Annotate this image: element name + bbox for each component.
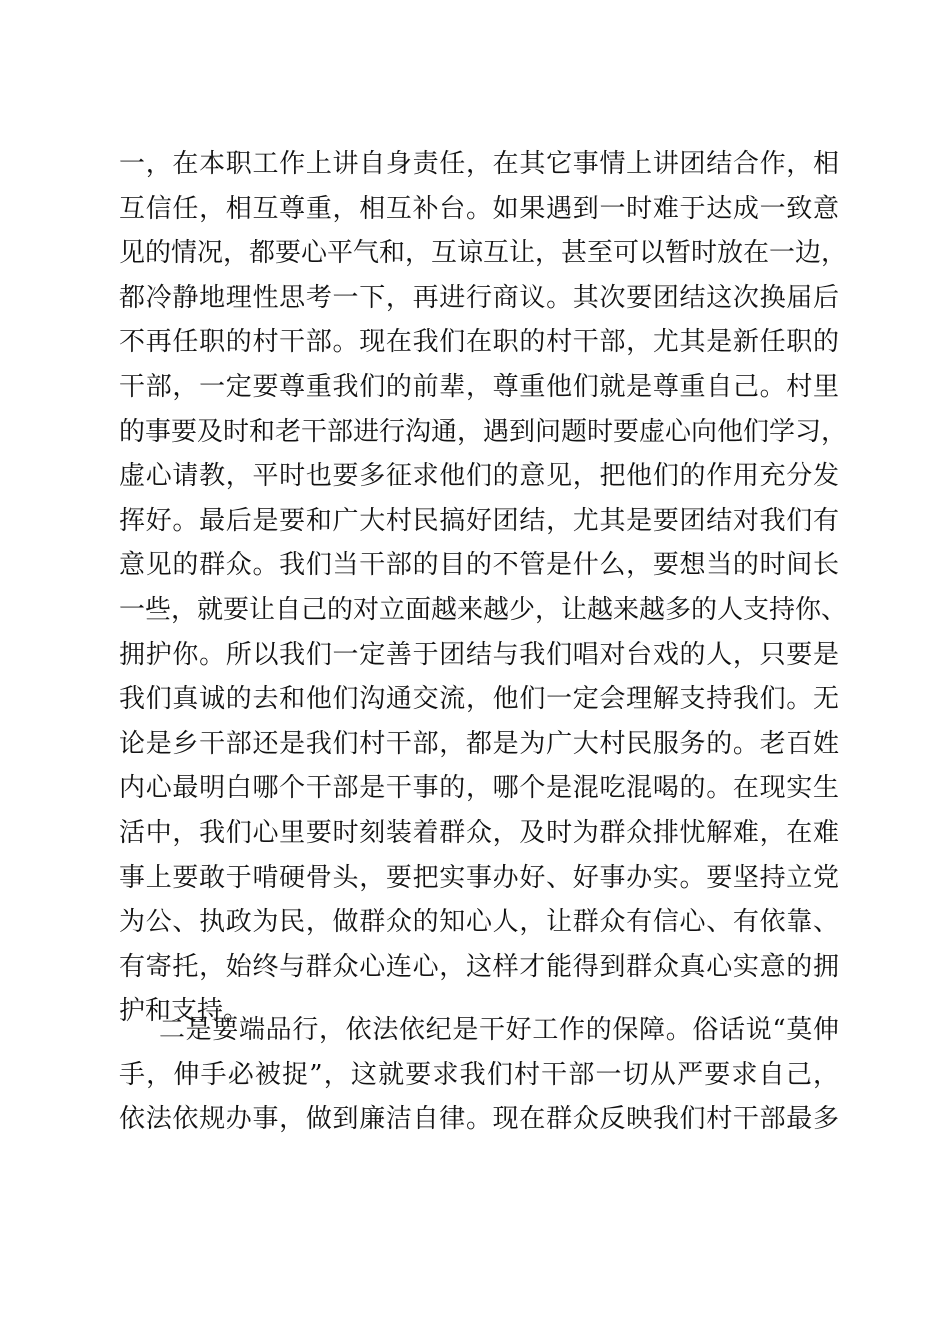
text-line: 互信任，相互尊重，相互补台。如果遇到一时难于达成一致意 [119,193,839,224]
text-line: 内心最明白哪个干部是干事的，哪个是混吃混喝的。在现实生 [119,773,839,804]
text-line: 都冷静地理性思考一下，再进行商议。其次要团结这次换届后 [119,282,839,313]
paragraph-2 [119,1008,839,1142]
text-line: 活中，我们心里要时刻装着群众，及时为群众排忧解难，在难 [119,817,839,848]
text-line: 不再任职的村干部。现在我们在职的村干部，尤其是新任职的 [119,327,839,358]
text-line: 一些，就要让自己的对立面越来越少，让越来越多的人支持你、 [119,594,848,625]
text-line: 为公、执政为民，做群众的知心人，让群众有信心、有依靠、 [119,907,839,938]
text-line: 挥好。最后是要和广大村民搞好团结，尤其是要团结对我们有 [119,505,839,536]
text-line: 虚心请教，平时也要多征求他们的意见，把他们的作用充分发 [119,461,839,492]
text-line: 论是乡干部还是我们村干部，都是为广大村民服务的。老百姓 [119,728,839,759]
text-line: 依法依规办事，做到廉洁自律。现在群众反映我们村干部最多 [119,1104,839,1135]
text-line: 干部，一定要尊重我们的前辈，尊重他们就是尊重自己。村里 [119,371,839,402]
text-line: 见的情况，都要心平气和，互谅互让，甚至可以暂时放在一边， [119,238,848,269]
text-line: 我们真诚的去和他们沟通交流，他们一定会理解支持我们。无 [119,684,839,715]
text-line: 拥护你。所以我们一定善于团结与我们唱对台戏的人，只要是 [119,639,839,670]
text-line: 手，伸手必被捉”，这就要求我们村干部一切从严要求自己， [119,1059,839,1090]
text-line: 一，在本职工作上讲自身责任，在其它事情上讲团结合作，相 [119,149,839,179]
text-line: 护和支持。 [119,996,250,1027]
paragraph-1 [119,142,848,1034]
text-line: 二是要端品行，依法依纪是干好工作的保障。俗话说“莫伸 [159,1015,839,1045]
text-line: 意见的群众。我们当干部的目的不管是什么，要想当的时间长 [119,550,839,581]
text-line: 事上要敢于啃硬骨头，要把实事办好、好事办实。要坚持立党 [119,862,839,893]
text-line: 有寄托，始终与群众心连心，这样才能得到群众真心实意的拥 [119,951,839,982]
text-line: 的事要及时和老干部进行沟通，遇到问题时要虚心向他们学习， [119,416,848,447]
